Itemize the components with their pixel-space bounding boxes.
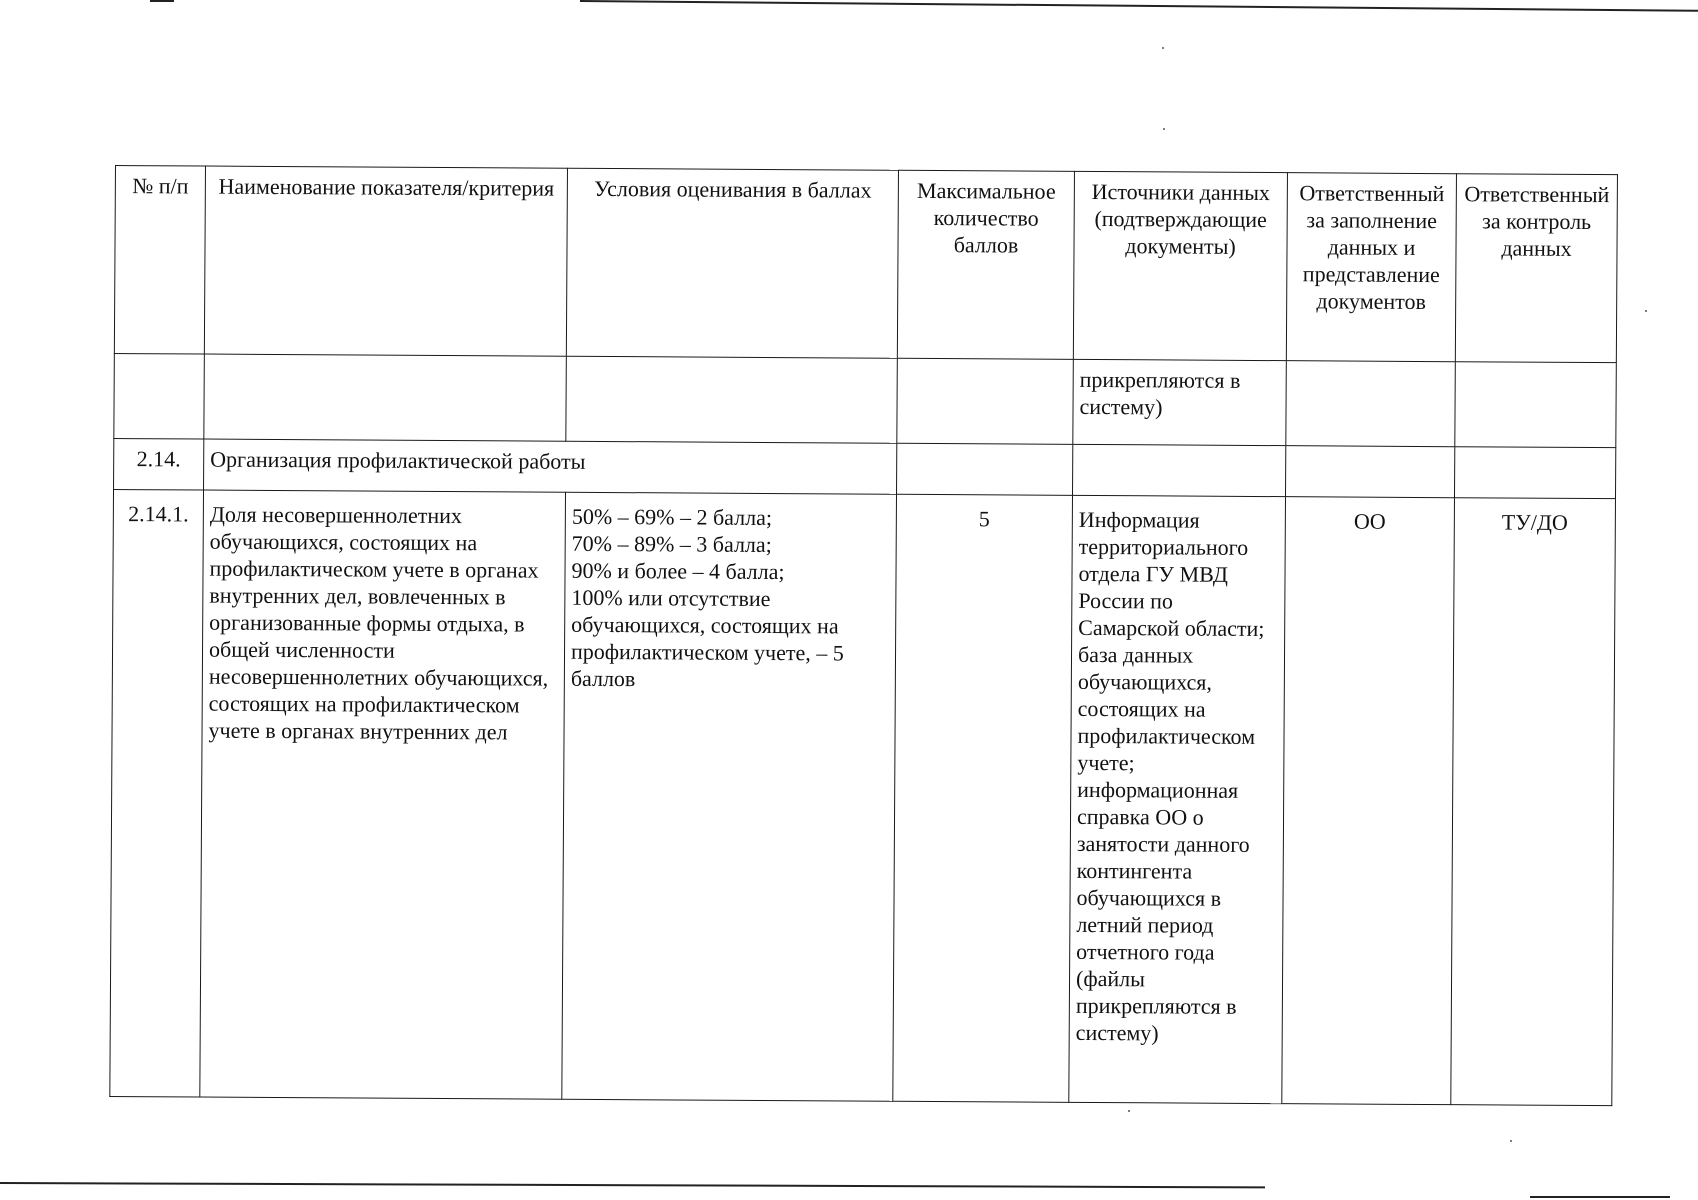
cell-section-number: 2.14. xyxy=(114,438,204,490)
condition-line: 50% – 69% – 2 балла; xyxy=(571,503,773,531)
cell-section-title: Организация профилактической работы xyxy=(204,439,897,494)
cell-empty xyxy=(204,354,567,441)
header-name: Наименование показателя/критерия xyxy=(204,166,567,356)
scan-speck xyxy=(1162,47,1164,49)
cell-sources xyxy=(1069,495,1286,1103)
source-line: база данных обучающихся, состоящих на профилактическом учете; xyxy=(1077,641,1256,776)
header-responsible-control: Ответственный за контроль данных xyxy=(1455,174,1617,363)
header-conditions: Условия оценивания в баллах xyxy=(566,168,898,358)
source-line: информационная справка ОО о занятости данного контингента обучающихся в летний период отчетного года (файлы прикрепляются в систему) xyxy=(1075,776,1250,1046)
scan-edge-top xyxy=(580,0,1698,11)
cell-conditions xyxy=(562,492,897,1101)
cell-empty xyxy=(1454,447,1615,499)
cell-responsible-control: ТУ/ДО xyxy=(1451,498,1616,1106)
table-row-section xyxy=(114,438,1616,498)
source-line: Информация территориального отдела ГУ МВД России по Самарской области; xyxy=(1078,506,1265,642)
cell-empty xyxy=(897,443,1073,495)
cell-empty xyxy=(1072,444,1285,496)
scan-speck xyxy=(1128,1110,1130,1112)
scan-edge-bottom-right xyxy=(1530,1196,1670,1198)
cell-criterion-name: Доля несовершеннолетних обучающихся, состоящих на профилактическом учете в органах внутренних дел, вовлеченных в организованные формы отдыха, в общей численности несовершеннолетних обучающихся, состоящих на профилактическом учете в органах внутренних дел xyxy=(200,490,566,1099)
table-row-continuation xyxy=(114,353,1616,447)
header-responsible-fill: Ответственный за заполнение данных и представление документов xyxy=(1286,173,1456,362)
scan-edge-top-short xyxy=(150,0,174,2)
cell-empty xyxy=(1455,362,1617,448)
criteria-table xyxy=(109,165,1618,1106)
condition-line: 100% или отсутствие обучающихся, состоящих на профилактическом учете, – 5 баллов xyxy=(570,584,844,692)
cell-sources-continuation: прикрепляются в систему) xyxy=(1073,359,1287,445)
scan-speck xyxy=(1163,128,1165,130)
scan-edge-bottom xyxy=(0,1182,1265,1188)
cell-empty xyxy=(114,353,205,439)
condition-line: 70% – 89% – 3 балла; xyxy=(571,530,772,558)
cell-criterion-number: 2.14.1. xyxy=(110,489,204,1097)
condition-line: 90% и более – 4 балла; xyxy=(571,557,785,585)
header-sources: Источники данных (подтверждающие документы) xyxy=(1073,171,1287,360)
scan-speck xyxy=(1510,1140,1512,1142)
header-number: № п/п xyxy=(114,166,205,355)
scan-speck xyxy=(1645,310,1647,312)
header-max-points: Максимальное количество баллов xyxy=(897,170,1074,359)
cell-max-points: 5 xyxy=(893,494,1073,1102)
cell-empty xyxy=(566,356,898,443)
table-header-row xyxy=(114,166,1617,363)
cell-responsible-fill: ОО xyxy=(1282,497,1455,1105)
cell-empty xyxy=(1285,446,1454,498)
cell-empty xyxy=(1286,361,1456,447)
table-row-criterion xyxy=(110,489,1616,1105)
cell-empty xyxy=(897,358,1074,444)
